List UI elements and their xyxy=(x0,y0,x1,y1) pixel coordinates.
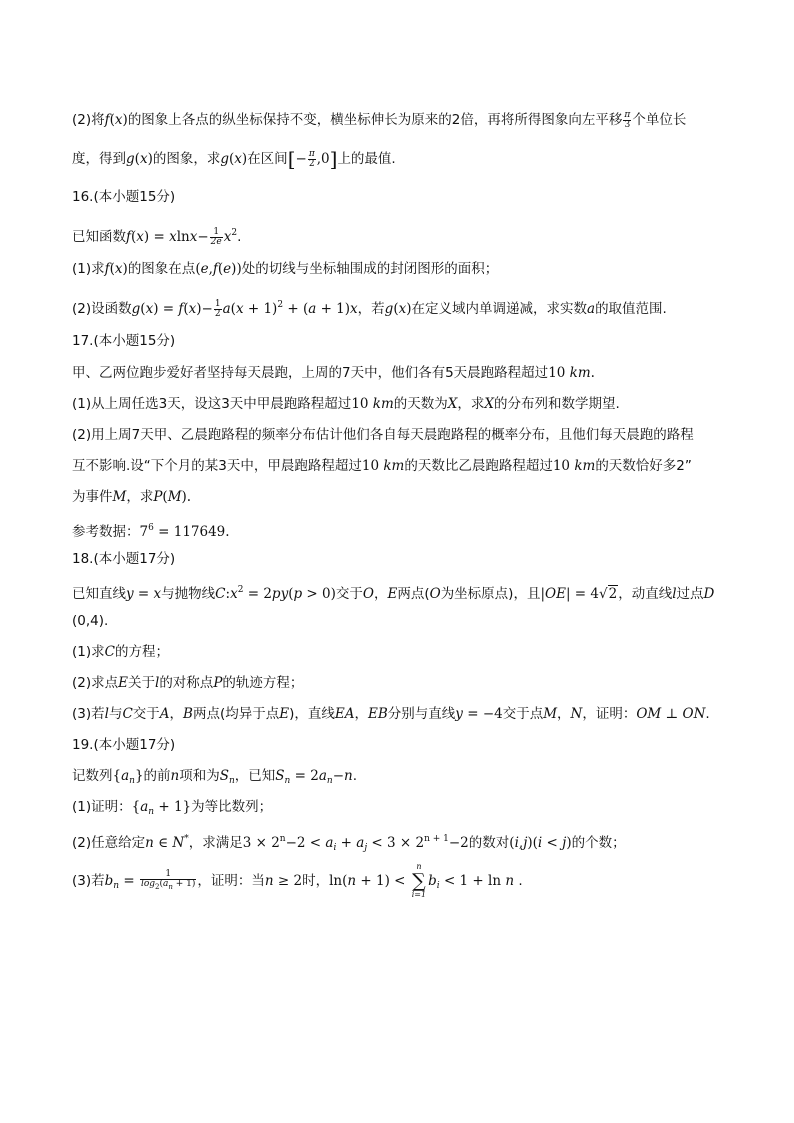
q17-p1-text: 的分布列和数学期望. xyxy=(494,396,620,412)
fraction: $\frac{\pi}{2}$ xyxy=(308,148,315,169)
q17-p2-text: 的天数比乙晨跑路程超过 xyxy=(404,458,553,474)
q19-p2-text: (2)任意给定 xyxy=(72,835,146,851)
fraction: $\frac{1}{\log_2(a_n + 1)}$ xyxy=(140,869,196,891)
fraction: $\frac{\pi}{3}$ xyxy=(624,109,631,130)
q19-part2: (2)任意给定n ∈ N*，求满足$3 \times 2^n-2 < a_i + a_j < 3 \times 2^{n + 1}-2$的数对(i,j)(i < j)的个数； xyxy=(72,834,626,853)
q18-stem-text: ，动直线 xyxy=(618,586,673,602)
q18-stem-text: 为坐标原点)，且 xyxy=(440,586,541,602)
q18-stem-text: 过点 xyxy=(676,586,704,602)
q17-p1-text: 的天数为 xyxy=(393,396,448,412)
reference-label: 参考数据： xyxy=(72,524,140,540)
q17-stem-text: 甲、乙两位跑步爱好者坚持每天晨跑，上周的7天中，他们各有5天晨跑路程超过 xyxy=(72,365,549,381)
q18-p3-text: 与 xyxy=(108,706,123,722)
q19-stem-text: 的前 xyxy=(143,768,171,784)
q18-p3-text: (3)若 xyxy=(72,706,105,722)
q17-p1-text: (1)从上周任选3天，设这3天中甲晨跑路程超过 xyxy=(72,396,352,412)
q17-part2-line3: 为事件M，求P(M). xyxy=(72,489,192,505)
q17-part2-line2: 互不影响.设“下个月的某3天中，甲晨跑路程超过10 km的天数比乙晨跑路程超过10 km的天数恰好多2” xyxy=(72,458,692,474)
summation: n ∑ i=1 xyxy=(411,862,427,899)
reference-value: = 117649. xyxy=(158,524,230,540)
q17-title: 17.(本小题15分) xyxy=(72,333,176,349)
q16-p1-text: 处的切线与坐标轴围成的封闭图形的面积； xyxy=(241,261,499,277)
q18-stem-line2: (0,4). xyxy=(72,613,109,629)
q17-part1: (1)从上周任选3天，设这3天中甲晨跑路程超过10 km的天数为X，求X的分布列和数学期望. xyxy=(72,396,620,412)
q18-part3: (3)若l与C交于A，B两点(均异于点E)，直线EA，EB分别与直线y = −4交于点M，N，证明：OM ⊥ ON. xyxy=(72,706,710,722)
q15-part2-line2: 度，得到g(x)的图象，求g(x)在区间[− $\frac{\pi}{2}$ ,0]上的最值. xyxy=(72,147,396,171)
q16-part1: (1)求f(x)的图象在点(e,f(e))处的切线与坐标轴围成的封闭图形的面积； xyxy=(72,261,499,277)
q18-p2-text: (2)求点 xyxy=(72,675,119,691)
q19-part3: (3)若$b_n$ = $\frac{1}{\log_2(a_n + 1)}$ ，证明：当n ≥ 2时，ln(n + 1) < n ∑ i=1 $b_i < 1 + \ln n$ . xyxy=(72,862,523,899)
q16-p1-text: (1)求 xyxy=(72,261,105,277)
q15-p2-text: 度，得到 xyxy=(72,151,126,167)
q19-stem-text: ，已知 xyxy=(234,768,276,784)
q15-p2-text: 个单位长 xyxy=(632,112,687,128)
ln-text: ln xyxy=(176,229,190,245)
q18-stem-text: 与抛物线 xyxy=(161,586,216,602)
q16-p2-text: 的取值范围. xyxy=(595,301,667,317)
q18-p1-text: 的方程； xyxy=(114,644,169,660)
q16-p2-text: (2)设函数 xyxy=(72,301,132,317)
punct: . xyxy=(352,768,357,784)
q17-p2-text: 互不影响.设“下个月的某3天中，甲晨跑路程超过 xyxy=(72,458,362,474)
q19-stem-text: 项和为 xyxy=(179,768,220,784)
q17-p1-text: ，求 xyxy=(457,396,485,412)
q17-p2-text: 为事件 xyxy=(72,489,113,505)
q15-part2-line1: (2)将f(x)的图象上各点的纵坐标保持不变，横坐标伸长为原来的2倍，再将所得图象向左平移 $\frac{\pi}{3}$ 个单位长 xyxy=(72,109,687,130)
q18-stem-text: 已知直线 xyxy=(72,586,126,602)
q18-stem-line1: 已知直线y = x与抛物线$C:x^2 = 2py(p > 0)$交于O，E两点(O为坐标原点)，且|OE| = 4√2，动直线l过点D xyxy=(72,585,715,602)
q19-p2-text: 的个数； xyxy=(571,835,626,851)
q18-p3-text: 交于点 xyxy=(502,706,544,722)
q15-p2-text: 的图象上各点的纵坐标保持不变，横坐标伸长为原来的2倍，再将所得图象向左平移 xyxy=(127,112,623,128)
q17-reference: 参考数据：$7^6 = 117649$. xyxy=(72,523,230,540)
q16-part2: (2)设函数g(x) = f(x)− $\frac{1}{2}$ $a(x + 1)^2 + (a + 1)x$，若g(x)在定义域内单调递减，求实数a的取值范围. xyxy=(72,298,667,319)
punct: . xyxy=(518,873,523,889)
punct: . xyxy=(705,706,710,722)
q19-p3-text: 时， xyxy=(302,873,330,889)
q19-stem-text: 记数列 xyxy=(72,768,113,784)
q16-p2-text: 在定义域内单调递减，求实数 xyxy=(411,301,587,317)
q18-p3-text: 两点(均异于点 xyxy=(192,706,280,722)
q18-p2-text: 的轨迹方程； xyxy=(222,675,304,691)
q19-p2-text: ，求满足 xyxy=(188,835,243,851)
q19-p1-text: (1)证明： xyxy=(72,799,132,815)
q18-part1: (1)求C的方程； xyxy=(72,644,169,660)
q15-p2-text: 上的最值. xyxy=(337,151,396,167)
q19-p2-text: 的数对 xyxy=(468,835,510,851)
q17-p2-text: ，求 xyxy=(126,489,154,505)
q18-p1-text: (1)求 xyxy=(72,644,105,660)
q19-title: 19.(本小题17分) xyxy=(72,737,176,753)
q18-title: 18.(本小题17分) xyxy=(72,551,176,567)
q19-p3-text: (3)若 xyxy=(72,873,105,889)
q19-stem: 记数列$\{a_n\}$的前n项和为$S_n$，已知$S_n = 2a_n-n$. xyxy=(72,768,357,786)
q18-p3-text: ，证明： xyxy=(582,706,637,722)
q15-p2-text: 在区间 xyxy=(247,151,288,167)
q18-p3-text: )，直线 xyxy=(289,706,335,722)
q16-p1-text: 的图象在点 xyxy=(127,261,196,277)
q18-stem-text: 交于 xyxy=(335,586,363,602)
q17-p2-text: 的天数恰好多2” xyxy=(595,458,692,474)
q18-stem-text: 两点( xyxy=(397,586,430,602)
q17-part2-line1: (2)用上周7天甲、乙晨跑路程的频率分布估计他们各自每天晨跑路程的概率分布，且他们每天晨跑的路程 xyxy=(72,427,694,443)
q15-p2-text: 的图象，求 xyxy=(152,151,221,167)
q19-p3-text: ，证明：当 xyxy=(197,873,265,889)
q19-p1-text: 为等比数列； xyxy=(191,799,273,815)
q16-p2-text: ，若 xyxy=(357,301,385,317)
q18-p3-text: 交于 xyxy=(132,706,160,722)
q16-stem-text: 已知函数 xyxy=(72,229,126,245)
q16-stem: 已知函数f(x) = xlnx− $\frac{1}{2e}$ $x^2$. xyxy=(72,226,242,247)
q17-stem: 甲、乙两位跑步爱好者坚持每天晨跑，上周的7天中，他们各有5天晨跑路程超过10 km. xyxy=(72,365,595,381)
q16-title: 16.(本小题15分) xyxy=(72,189,176,205)
fraction: $\frac{1}{2}$ xyxy=(214,298,221,319)
q18-part2: (2)求点E关于l的对称点P的轨迹方程； xyxy=(72,675,304,691)
q18-p2-text: 的对称点 xyxy=(159,675,214,691)
q18-p3-text: 分别与直线 xyxy=(387,706,456,722)
q19-part1: (1)证明：$\{a_n + 1\}$为等比数列； xyxy=(72,799,273,817)
q18-p2-text: 关于 xyxy=(127,675,155,691)
punct: . xyxy=(237,229,242,245)
fraction: $\frac{1}{2e}$ xyxy=(210,226,222,247)
q15-p2-text: (2)将 xyxy=(72,112,105,128)
